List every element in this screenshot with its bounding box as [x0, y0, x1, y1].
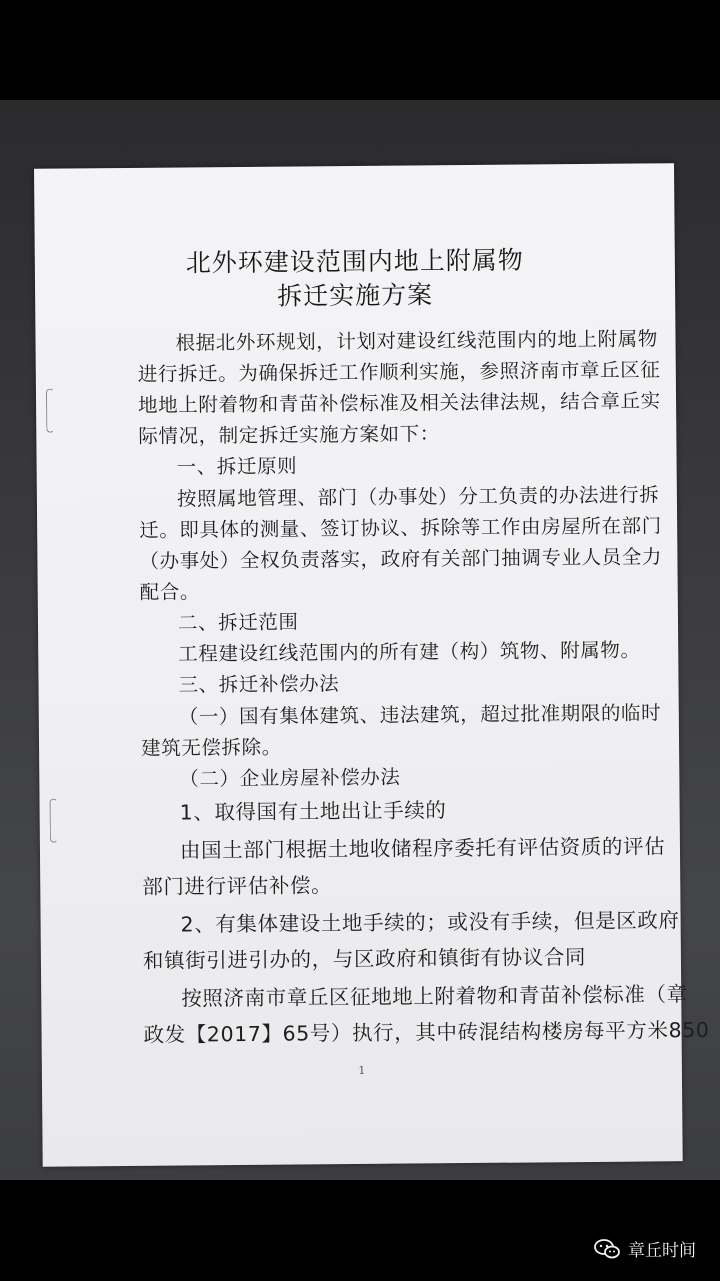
- document-title-line-1: 北外环建设范围内地上附属物: [185, 245, 524, 278]
- document-title-line-2: 拆迁实施方案: [276, 280, 434, 311]
- paper-page: [34, 163, 710, 1167]
- watermark: [594, 1236, 696, 1261]
- page-number: 1: [358, 1063, 366, 1077]
- watermark-label: 章丘时间: [628, 1241, 696, 1261]
- body-line: 迁。即具体的测量、签订协议、拆除等工作由房屋所在部门: [139, 514, 662, 542]
- body-line: （一）国有集体建筑、违法建筑，超过批准期限的临时: [178, 701, 662, 729]
- body-line: 进行拆迁。为确保拆迁工作顺利实施，参照济南市章丘区征: [137, 358, 661, 386]
- body-line: 际情况，制定拆迁实施方案如下：: [138, 422, 440, 448]
- staple-mark: [50, 799, 58, 843]
- section-heading: 一、拆迁原则: [176, 454, 298, 479]
- body-line: 由国土部门根据土地收储程序委托有评估资质的评估: [179, 834, 666, 863]
- body-line: 配合。: [139, 580, 201, 604]
- body-line: 部门进行评估补偿。: [142, 873, 333, 899]
- body-line: 2、有集体建设土地手续的；或没有手续，但是区政府: [180, 908, 680, 937]
- body-line: （办事处）全权负责落实，政府有关部门抽调专业人员全力: [139, 545, 663, 573]
- section-heading: 三、拆迁补偿办法: [178, 672, 340, 697]
- body-line: 和镇街引进引办的，与区政府和镇街有协议合同: [142, 945, 587, 973]
- staple-mark: [46, 389, 54, 433]
- body-line: 地地上附着物和青苗补偿标准及相关法律法规，结合章丘实: [137, 389, 661, 417]
- body-line: 建筑无偿拆除。: [140, 735, 282, 760]
- body-line: 按照济南市章丘区征地地上附着物和青苗补偿标准（章: [181, 982, 688, 1011]
- body-line: 根据北外环规划，计划对建设红线范围内的地上附属物: [175, 327, 659, 355]
- body-line: 工程建设红线范围内的所有建（构）筑物、附属物。: [178, 638, 641, 666]
- body-line: 1、取得国有土地出让手续的: [179, 798, 447, 825]
- bottom-bar: [0, 1180, 720, 1281]
- body-line: 政发【2017】65号）执行，其中砖混结构楼房每平方米850: [143, 1017, 710, 1047]
- wechat-icon: [594, 1239, 620, 1259]
- document-photo: [0, 100, 720, 1180]
- body-line: 按照属地管理、部门（办事处）分工负责的办法进行拆: [176, 483, 660, 511]
- section-heading: 二、拆迁范围: [177, 610, 299, 635]
- subsection-heading: （二）企业房屋补偿办法: [179, 765, 401, 791]
